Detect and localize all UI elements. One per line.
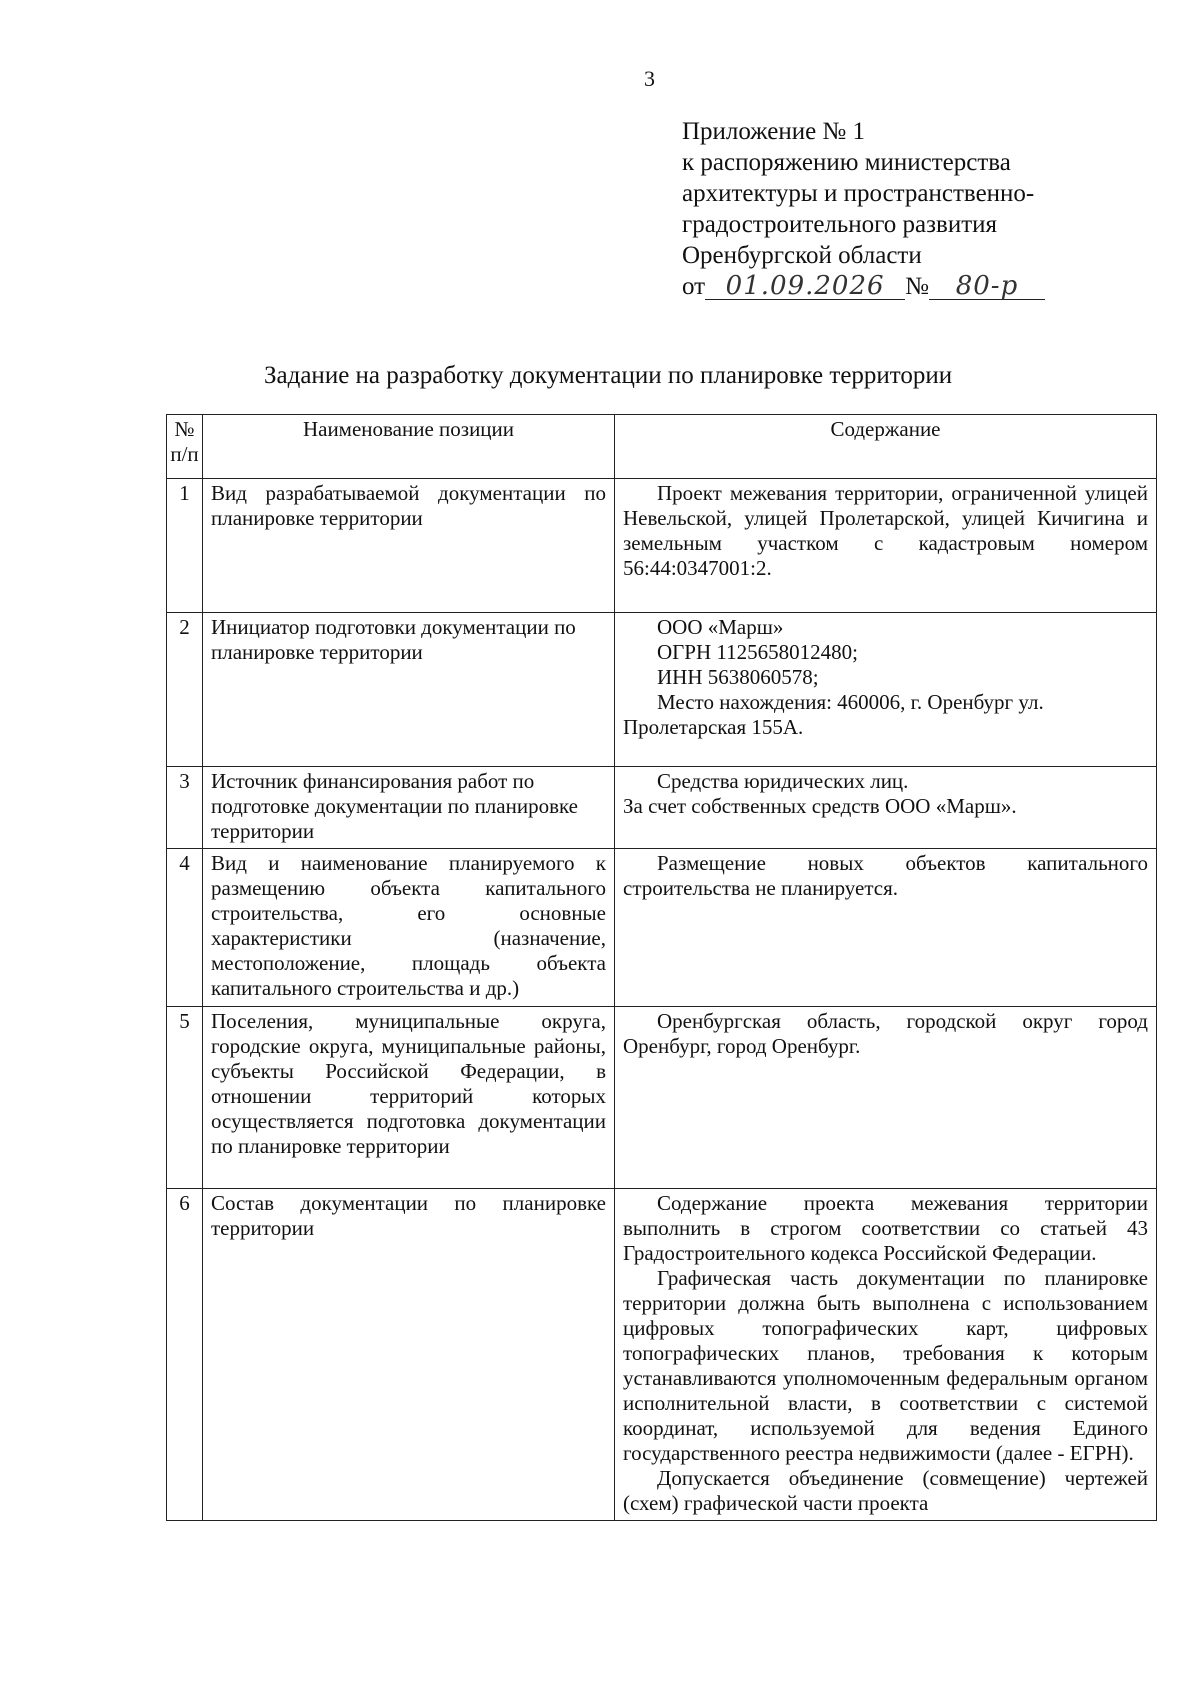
header-name: Наименование позиции bbox=[203, 415, 615, 479]
row-content bbox=[615, 479, 1157, 613]
row-name: Источник финансирования работ по подготовке документации по планировке территории bbox=[203, 767, 615, 849]
appendix-line: к распоряжению министерства bbox=[682, 149, 1011, 176]
header-num: № п/п bbox=[167, 415, 203, 479]
appendix-line: градостроительного развития bbox=[682, 211, 998, 238]
row-content bbox=[615, 613, 1157, 767]
table-header-row bbox=[167, 415, 1157, 479]
appendix-line: Приложение № 1 bbox=[682, 118, 866, 145]
appendix-line: архитектуры и пространственно- bbox=[682, 180, 1035, 207]
content-paragraph: Оренбургская область, городской округ город Оренбург, город Оренбург. bbox=[623, 1009, 1148, 1058]
content-paragraph: ОГРН 1125658012480; bbox=[657, 640, 858, 664]
header-content: Содержание bbox=[615, 415, 1157, 479]
row-number: 4 bbox=[167, 849, 203, 1007]
appendix-header bbox=[682, 116, 1045, 302]
content-paragraph: Графическая часть документации по планировке территории должна быть выполнена с использованием цифровых топографических карт, цифровых топографических планов, требования к которым устанавливаются уполномоченным федеральным органом исполнительной власти, в соответствии с системой координат, используемой для ведения Единого государственного реестра недвижимости (далее - ЕГРН). bbox=[623, 1266, 1148, 1465]
table-row bbox=[167, 767, 1157, 849]
date-prefix: от bbox=[682, 273, 706, 300]
task-table bbox=[166, 414, 1157, 1521]
row-number: 5 bbox=[167, 1007, 203, 1189]
row-content bbox=[615, 1007, 1157, 1189]
content-paragraph: За счет собственных средств ООО «Марш». bbox=[623, 794, 1017, 818]
row-number: 3 bbox=[167, 767, 203, 849]
table-row bbox=[167, 613, 1157, 767]
row-name: Состав документации по планировке территории bbox=[203, 1189, 615, 1521]
content-paragraph: Средства юридических лиц. bbox=[657, 769, 909, 793]
content-paragraph: Проект межевания территории, ограниченной улицей Невельской, улицей Пролетарской, улицей Кичигина и земельным участком с кадастровым номером 56:44:0347001:2. bbox=[623, 481, 1148, 580]
row-number: 1 bbox=[167, 479, 203, 613]
handwritten-number: 80-р bbox=[929, 273, 1045, 300]
content-paragraph: ИНН 5638060578; bbox=[657, 665, 819, 689]
content-paragraph: Размещение новых объектов капитального строительства не планируется. bbox=[623, 851, 1148, 900]
document-title: Задание на разработку документации по планировке территории bbox=[264, 362, 953, 389]
page-number: 3 bbox=[644, 66, 655, 91]
table-row bbox=[167, 1007, 1157, 1189]
row-name: Инициатор подготовки документации по планировке территории bbox=[203, 613, 615, 767]
appendix-line: Оренбургской области bbox=[682, 242, 922, 269]
content-paragraph: Содержание проекта межевания территории выполнить в строгом соответствии со статьей 43 Градостроительного кодекса Российской Федерации. bbox=[623, 1191, 1148, 1265]
content-paragraph: ООО «Марш» bbox=[657, 615, 784, 639]
row-content bbox=[615, 767, 1157, 849]
content-paragraph: Допускается объединение (совмещение) чертежей (схем) графической части проекта bbox=[623, 1466, 1148, 1515]
table-row bbox=[167, 479, 1157, 613]
row-name: Поселения, муниципальные округа, городские округа, муниципальные районы, субъекты Российской Федерации, в отношении территорий которых осуществляется подготовка документации по планировке территории bbox=[203, 1007, 615, 1189]
row-number: 6 bbox=[167, 1189, 203, 1521]
table-row bbox=[167, 849, 1157, 1007]
row-content bbox=[615, 849, 1157, 1007]
row-content bbox=[615, 1189, 1157, 1521]
content-paragraph: Место нахождения: 460006, г. Оренбург ул. Пролетарская 155А. bbox=[623, 690, 1044, 739]
row-number: 2 bbox=[167, 613, 203, 767]
row-name: Вид и наименование планируемого к размещению объекта капитального строительства, его основные характеристики (назначение, местоположение, площадь объекта капитального строительства и др.) bbox=[203, 849, 615, 1007]
appendix-date-line bbox=[682, 271, 1045, 302]
handwritten-date: 01.09.2026 bbox=[705, 273, 905, 300]
row-name: Вид разрабатываемой документации по планировке территории bbox=[203, 479, 615, 613]
table-row bbox=[167, 1189, 1157, 1521]
number-prefix: № bbox=[905, 273, 929, 300]
